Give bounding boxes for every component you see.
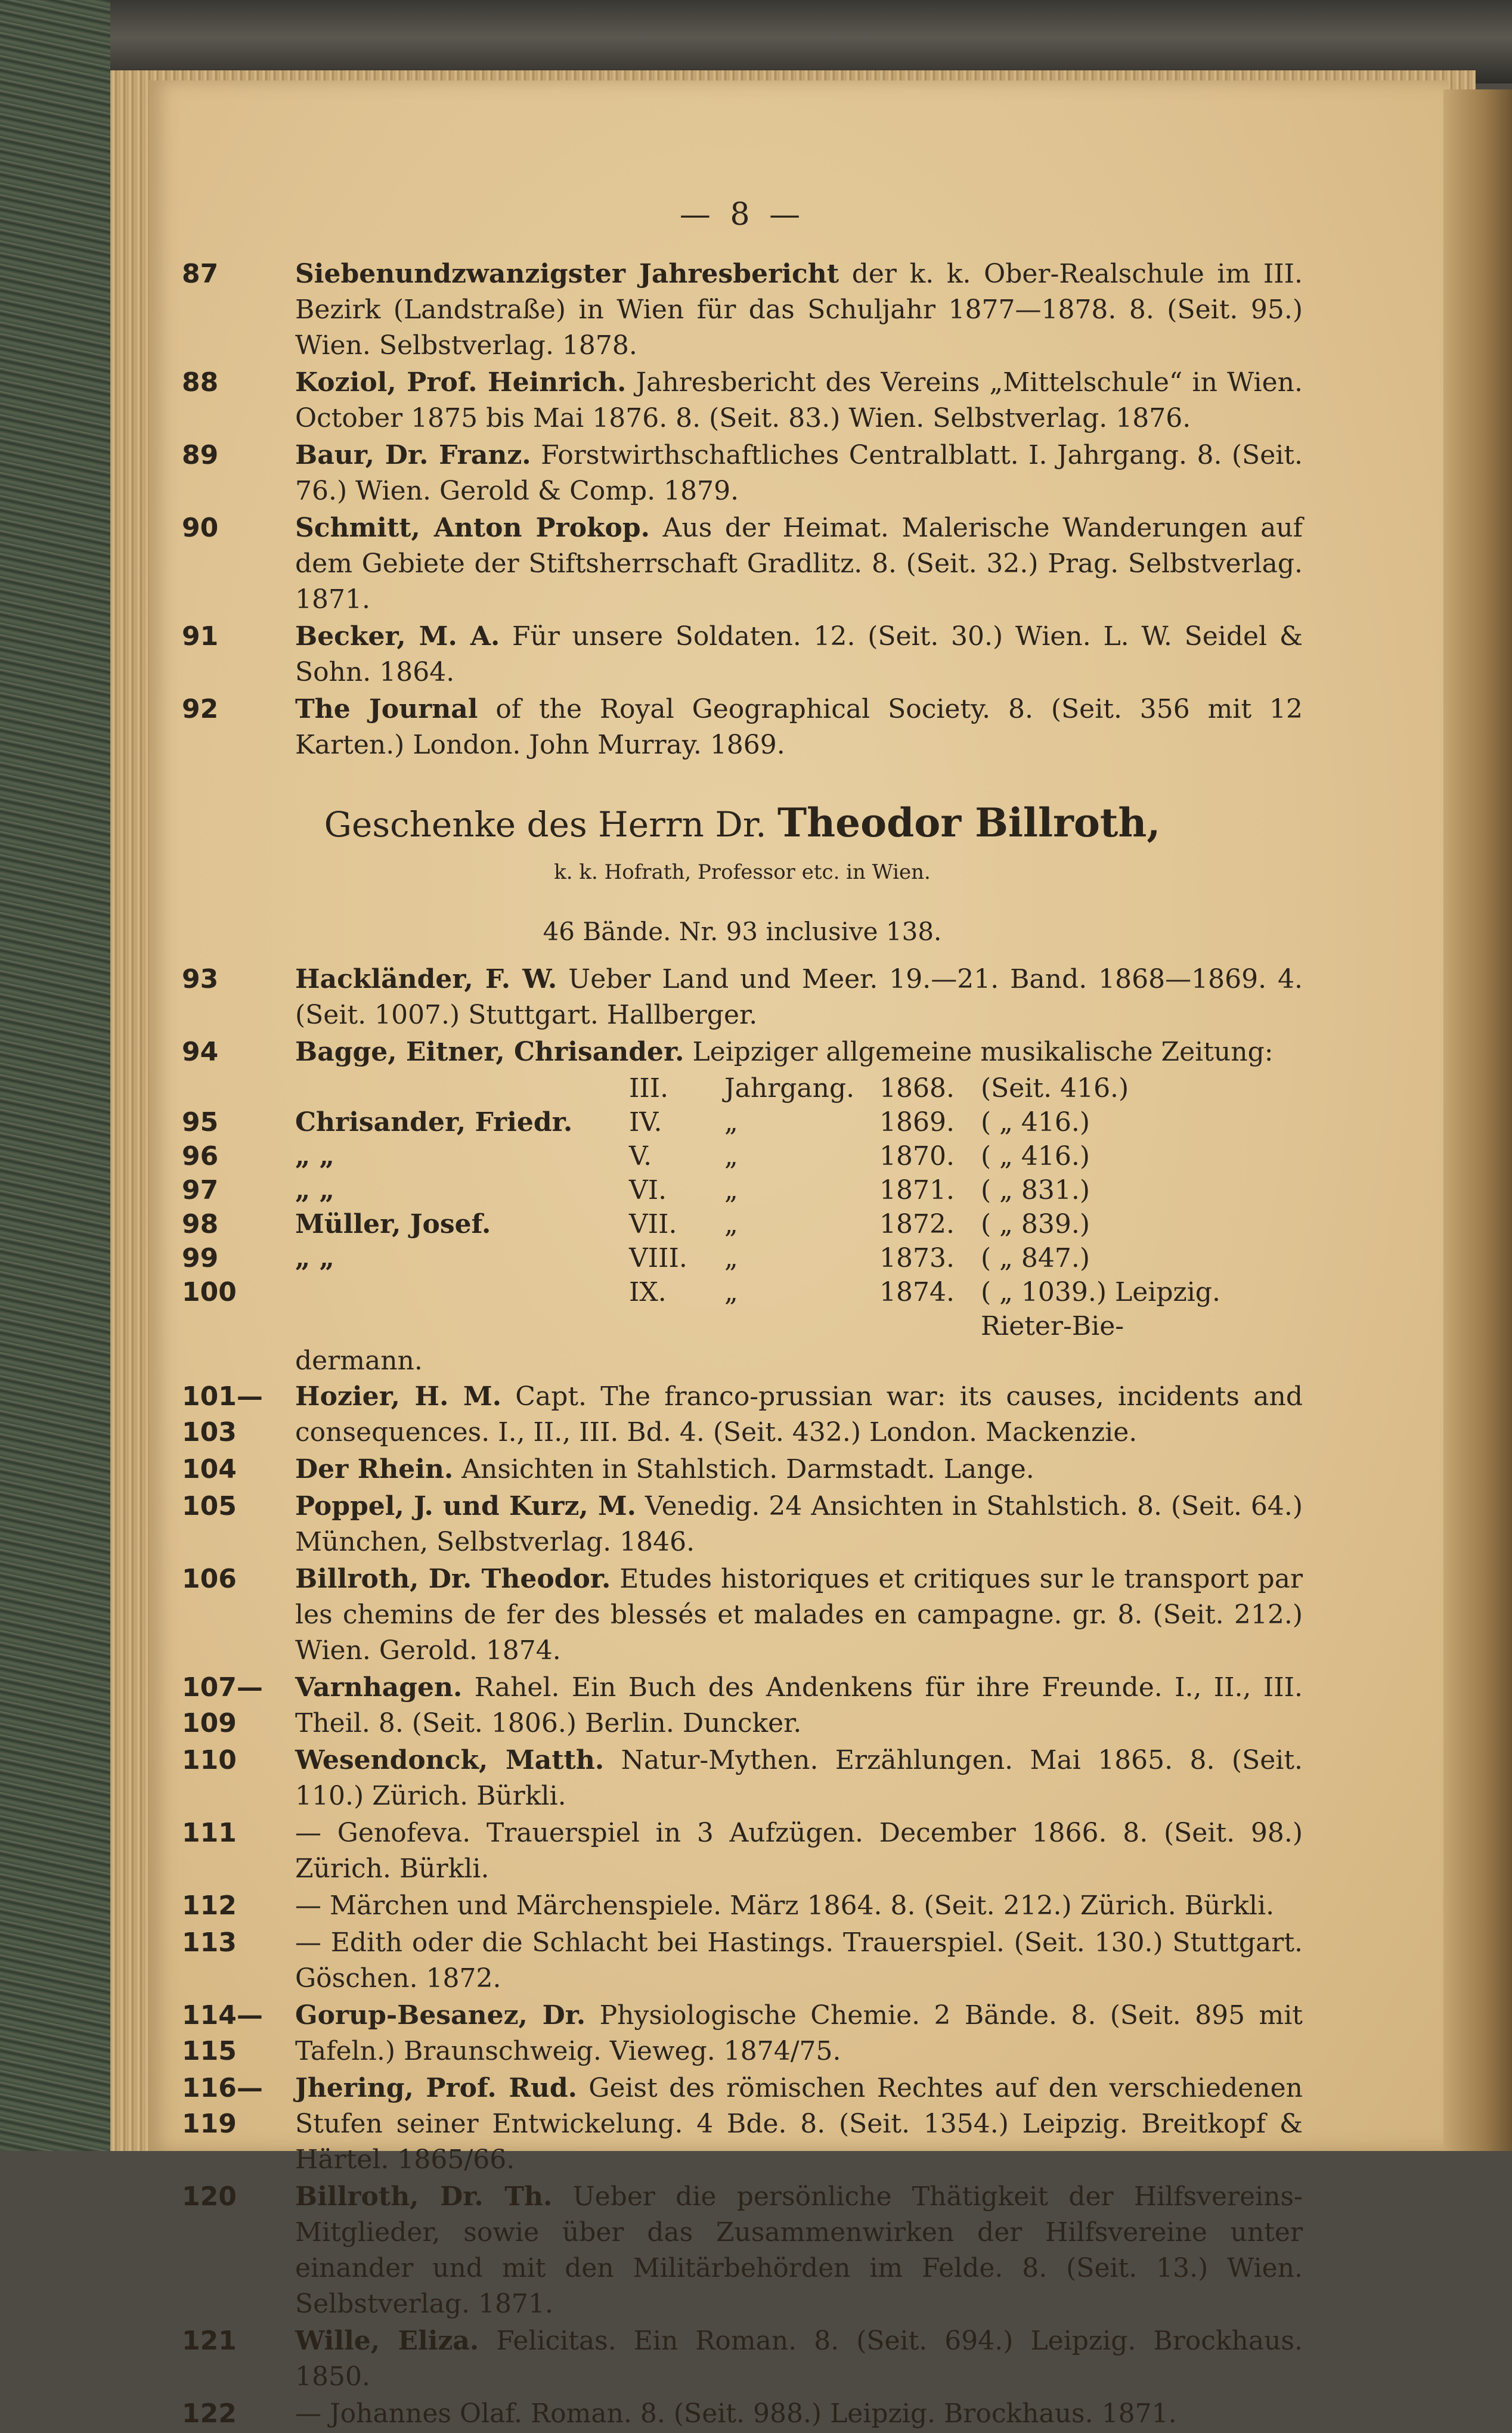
volume-row xyxy=(182,1207,1303,1241)
donation-section-header xyxy=(182,799,1303,950)
volume-row xyxy=(182,1105,1303,1139)
volume-label: Jahrgang. xyxy=(724,1073,855,1104)
entry-author: Wille, Eliza. xyxy=(295,2326,479,2356)
entry-body xyxy=(295,962,1303,1033)
volume-author: „ „ xyxy=(295,1175,334,1205)
entry-number: 111 xyxy=(182,1818,237,1848)
entry-text: Für unsere Soldaten. 12. (Seit. 30.) Wien. L. W. Seidel & Sohn. 1864. xyxy=(295,621,1303,687)
entry-number: 113 xyxy=(182,1927,237,1958)
volume-label: „ xyxy=(724,1141,738,1171)
entry-text: Geist des römischen Rechtes auf den verschiedenen Stufen seiner Entwickelung. 4 Bde. 8. (Seit. 1354.) Leipzig. Breitkopf & Härtel. 1865/66. xyxy=(295,2073,1303,2175)
entry-text: Venedig. 24 Ansichten in Stahlstich. 8. (Seit. 64.) München, Selbstverlag. 1846. xyxy=(295,1491,1303,1557)
catalog-entry xyxy=(182,1034,1303,1070)
catalog-entry xyxy=(182,2396,1303,2432)
entry-number: 105 xyxy=(182,1491,237,1521)
volume-author: Chrisander, Friedr. xyxy=(295,1107,573,1138)
entry-number: 120 xyxy=(182,2181,237,2212)
entry-author: Siebenundzwanzigster Jahresbericht xyxy=(295,259,839,289)
volume-row xyxy=(182,1173,1303,1207)
entry-text: Natur-Mythen. Erzählungen. Mai 1865. 8. (Seit. 110.) Zürich. Bürkli. xyxy=(295,1745,1303,1811)
entry-text: — Edith oder die Schlacht bei Hastings. Trauerspiel. (Seit. 130.) Stuttgart. Göschen. 1872. xyxy=(295,1927,1303,1994)
entry-text: — Märchen und Märchenspiele. März 1864. 8. (Seit. 212.) Zürich. Bürkli. xyxy=(295,1890,1275,1921)
volume-number: 99 xyxy=(182,1243,219,1273)
volume-year: 1870. xyxy=(879,1141,955,1171)
entry-author: The Journal xyxy=(295,694,478,724)
entry-number: 91 xyxy=(182,621,219,652)
entry-number: 92 xyxy=(182,694,219,724)
section-heading-prefix: Geschenke des Herrn Dr. xyxy=(324,804,767,845)
entry-author: Hackländer, F. W. xyxy=(295,964,557,994)
entry-author: Becker, M. A. xyxy=(295,621,500,652)
entry-number: 106 xyxy=(182,1564,237,1594)
section-heading-name: Theodor Billroth, xyxy=(777,799,1161,846)
entry-text: Ueber die persönliche Thätigkeit der Hilfsvereins-Mitglieder, sowie über das Zusammenwirken der Hilfsvereine unter einander und mit den Militärbehörden im Felde. 8. (Seit. 13.) Wien. Selbstverlag. 1871. xyxy=(295,2181,1303,2319)
entry-author: Billroth, Dr. Theodor. xyxy=(295,1564,611,1594)
entries-list-a xyxy=(182,256,1303,763)
catalog-entry xyxy=(182,365,1303,436)
entry-text: — Genofeva. Trauerspiel in 3 Aufzügen. December 1866. 8. (Seit. 98.) Zürich. Bürkli. xyxy=(295,1818,1303,1884)
catalog-entry xyxy=(182,438,1303,509)
volume-author: „ „ xyxy=(295,1141,334,1171)
entry-body xyxy=(295,1925,1303,1997)
entry-text: Etudes historiques et critiques sur le transport par les chemins de fer des blessés et malades en campagne. gr. 8. (Seit. 212.) Wien. Gerold. 1874. xyxy=(295,1564,1303,1666)
volume-label: „ xyxy=(724,1209,738,1239)
volume-pages: ( „ 416.) xyxy=(981,1107,1090,1138)
entry-number: 88 xyxy=(182,367,219,398)
volume-continuation: dermann. xyxy=(295,1346,423,1376)
entry-body xyxy=(295,1452,1303,1487)
entry-author: Der Rhein. xyxy=(295,1454,454,1484)
catalog-entry xyxy=(182,1489,1303,1560)
entry-author: Gorup-Besanez, Dr. xyxy=(295,2000,586,2031)
entry-text: Capt. The franco-prussian war: its causes, incidents and consequences. I., II., III. Bd. 4. (Seit. 432.) London. Mackenzie. xyxy=(295,1381,1303,1448)
entry-text: — Johannes Olaf. Roman. 8. (Seit. 988.) Leipzig. Brockhaus. 1871. xyxy=(295,2398,1177,2429)
entry-text: Jahresbericht des Vereins „Mittelschule“ in Wien. October 1875 bis Mai 1876. 8. (Seit. 83.) Wien. Selbstverlag. 1876. xyxy=(295,367,1303,433)
entry-body xyxy=(295,2071,1303,2178)
volume-label: „ xyxy=(724,1277,738,1307)
page-text xyxy=(182,119,1303,2433)
volume-author: Müller, Josef. xyxy=(295,1209,491,1239)
entry-number: 110 xyxy=(182,1745,237,1775)
volume-author xyxy=(295,1071,629,1105)
volume-year: 1868. xyxy=(879,1073,955,1104)
catalog-entry xyxy=(182,1561,1303,1669)
entry-number: 89 xyxy=(182,440,219,470)
entries-list-b xyxy=(182,1379,1303,2432)
catalog-entry xyxy=(182,510,1303,618)
catalog-entry xyxy=(182,2071,1303,2178)
volume-row xyxy=(182,1275,1303,1343)
entry-text: Aus der Heimat. Malerische Wanderungen auf dem Gebiete der Stiftsherrschaft Gradlitz. 8. (Seit. 32.) Prag. Selbstverlag. 1871. xyxy=(295,513,1303,615)
entry-text: Forstwirthschaftliches Centralblatt. I. Jahrgang. 8. (Seit. 76.) Wien. Gerold & Comp. 1879. xyxy=(295,440,1303,506)
volume-row xyxy=(182,1071,1303,1105)
entry-author: Schmitt, Anton Prokop. xyxy=(295,513,650,543)
entry-author: Varnhagen. xyxy=(295,1672,463,1703)
catalog-entry xyxy=(182,2179,1303,2322)
section-count: 46 Bände. Nr. 93 inclusive 138. xyxy=(543,917,942,946)
volume-year: 1872. xyxy=(879,1209,955,1239)
volume-year: 1869. xyxy=(879,1107,955,1138)
volume-year: 1871. xyxy=(879,1175,955,1205)
volume-number: 100 xyxy=(182,1277,237,1307)
entry-body xyxy=(295,1561,1303,1669)
section-subtitle: k. k. Hofrath, Professor etc. in Wien. xyxy=(554,860,931,884)
catalog-entry xyxy=(182,1670,1303,1741)
entry-body xyxy=(295,1379,1303,1450)
catalog-entry xyxy=(182,962,1303,1033)
entry-number: 93 xyxy=(182,964,219,994)
volume-roman: III. xyxy=(629,1073,669,1104)
volume-roman: IV. xyxy=(629,1107,662,1138)
entry-text: Leipziger allgemeine musikalische Zeitung: xyxy=(692,1037,1274,1067)
entry-text: Physiologische Chemie. 2 Bände. 8. (Seit. 895 mit Tafeln.) Braunschweig. Vieweg. 1874/75. xyxy=(295,2000,1303,2066)
entry-body xyxy=(295,1489,1303,1560)
entry-number: 104 xyxy=(182,1454,237,1484)
entry-number: 112 xyxy=(182,1890,237,1921)
entry-author: Hozier, H. M. xyxy=(295,1381,502,1412)
entry-author: Bagge, Eitner, Chrisander. xyxy=(295,1037,684,1067)
entry-author: Wesendonck, Matth. xyxy=(295,1745,605,1775)
entry-number: 87 xyxy=(182,259,219,289)
entry-number: 116—119 xyxy=(182,2073,263,2139)
catalog-entry xyxy=(182,1925,1303,1997)
entry-text: Felicitas. Ein Roman. 8. (Seit. 694.) Leipzig. Brockhaus. 1850. xyxy=(295,2326,1303,2392)
entry-body xyxy=(295,2323,1303,2395)
volume-number xyxy=(182,1071,295,1105)
section-heading xyxy=(182,799,1303,848)
entry-number: 90 xyxy=(182,513,219,543)
entry-body xyxy=(295,1998,1303,2069)
volume-label: „ xyxy=(724,1107,738,1138)
volume-year: 1874. xyxy=(879,1277,955,1307)
entry-number: 122 xyxy=(182,2398,237,2429)
entry-body xyxy=(295,1670,1303,1741)
volume-row xyxy=(182,1139,1303,1173)
volume-author xyxy=(295,1275,629,1343)
page-number: — 8 — xyxy=(679,197,805,233)
entry-number: 114—115 xyxy=(182,2000,263,2066)
entry-text: Rahel. Ein Buch des Andenkens für ihre Freunde. I., II., III. Theil. 8. (Seit. 1806.) Berlin. Duncker. xyxy=(295,1672,1303,1738)
entry-body xyxy=(295,1743,1303,1814)
catalog-entry xyxy=(182,1888,1303,1924)
volume-roman: VI. xyxy=(629,1175,667,1205)
entry-number: 121 xyxy=(182,2326,237,2356)
volume-number: 96 xyxy=(182,1141,219,1171)
catalog-entry xyxy=(182,256,1303,364)
volume-row xyxy=(182,1241,1303,1275)
entry-author: Koziol, Prof. Heinrich. xyxy=(295,367,627,398)
volume-label: „ xyxy=(724,1243,738,1273)
volume-number: 98 xyxy=(182,1209,219,1239)
volume-number: 95 xyxy=(182,1107,219,1138)
volume-pages: ( „ 839.) xyxy=(981,1209,1090,1239)
entry-body xyxy=(295,692,1303,763)
entry-body xyxy=(295,2179,1303,2322)
catalog-entry xyxy=(182,1815,1303,1887)
volume-author: „ „ xyxy=(295,1243,334,1273)
entry-author: Jhering, Prof. Rud. xyxy=(295,2073,577,2103)
catalog-entry xyxy=(182,1379,1303,1450)
entry-body xyxy=(295,438,1303,509)
entry-text: Ansichten in Stahlstich. Darmstadt. Lange. xyxy=(461,1454,1034,1484)
entry-body xyxy=(295,256,1303,364)
catalog-entry xyxy=(182,1452,1303,1487)
volume-roman: IX. xyxy=(629,1277,667,1307)
entry-body xyxy=(295,2396,1303,2432)
volume-roman: V. xyxy=(629,1141,652,1171)
volume-pages: (Seit. 416.) xyxy=(981,1073,1129,1104)
page-curl-right xyxy=(1443,89,1512,2151)
volume-pages: ( „ 1039.) Leipzig. Rieter-Bie- xyxy=(981,1277,1220,1341)
catalog-entry xyxy=(182,2323,1303,2395)
entry-number: 107—109 xyxy=(182,1672,263,1738)
entry-body xyxy=(295,510,1303,618)
volume-pages: ( „ 847.) xyxy=(981,1243,1090,1273)
volume-number: 97 xyxy=(182,1175,219,1205)
entry-body xyxy=(295,1034,1303,1070)
volume-table xyxy=(182,1071,1303,1379)
catalog-entry xyxy=(182,1743,1303,1814)
entry-text: of the Royal Geographical Society. 8. (Seit. 356 mit 12 Karten.) London. John Murray. 1869. xyxy=(295,694,1303,760)
catalog-entry xyxy=(182,692,1303,763)
entry-number: 94 xyxy=(182,1037,219,1067)
entry-author: Baur, Dr. Franz. xyxy=(295,440,531,470)
entry-body xyxy=(295,1815,1303,1887)
volume-pages: ( „ 416.) xyxy=(981,1141,1090,1171)
entry-text: der k. k. Ober-Realschule im III. Bezirk (Landstraße) in Wien für das Schuljahr 1877—1878. 8. (Seit. 95.) Wien. Selbstverlag. 1878. xyxy=(295,259,1303,361)
volume-label: „ xyxy=(724,1175,738,1205)
volume-roman: VIII. xyxy=(629,1243,687,1273)
volume-year: 1873. xyxy=(879,1243,955,1273)
entry-body xyxy=(295,619,1303,690)
entry-body xyxy=(295,1888,1303,1924)
catalog-entry xyxy=(182,1998,1303,2069)
entry-body xyxy=(295,365,1303,436)
entry-number: 101—103 xyxy=(182,1381,263,1448)
volume-pages: ( „ 831.) xyxy=(981,1175,1090,1205)
entry-author: Billroth, Dr. Th. xyxy=(295,2181,553,2212)
entry-author: Poppel, J. und Kurz, M. xyxy=(295,1491,637,1521)
catalog-entry xyxy=(182,619,1303,690)
volume-roman: VII. xyxy=(629,1209,677,1239)
book-binding-left xyxy=(0,0,110,2151)
entry-text: Ueber Land und Meer. 19.—21. Band. 1868—1869. 4. (Seit. 1007.) Stuttgart. Hallberger. xyxy=(295,964,1303,1030)
